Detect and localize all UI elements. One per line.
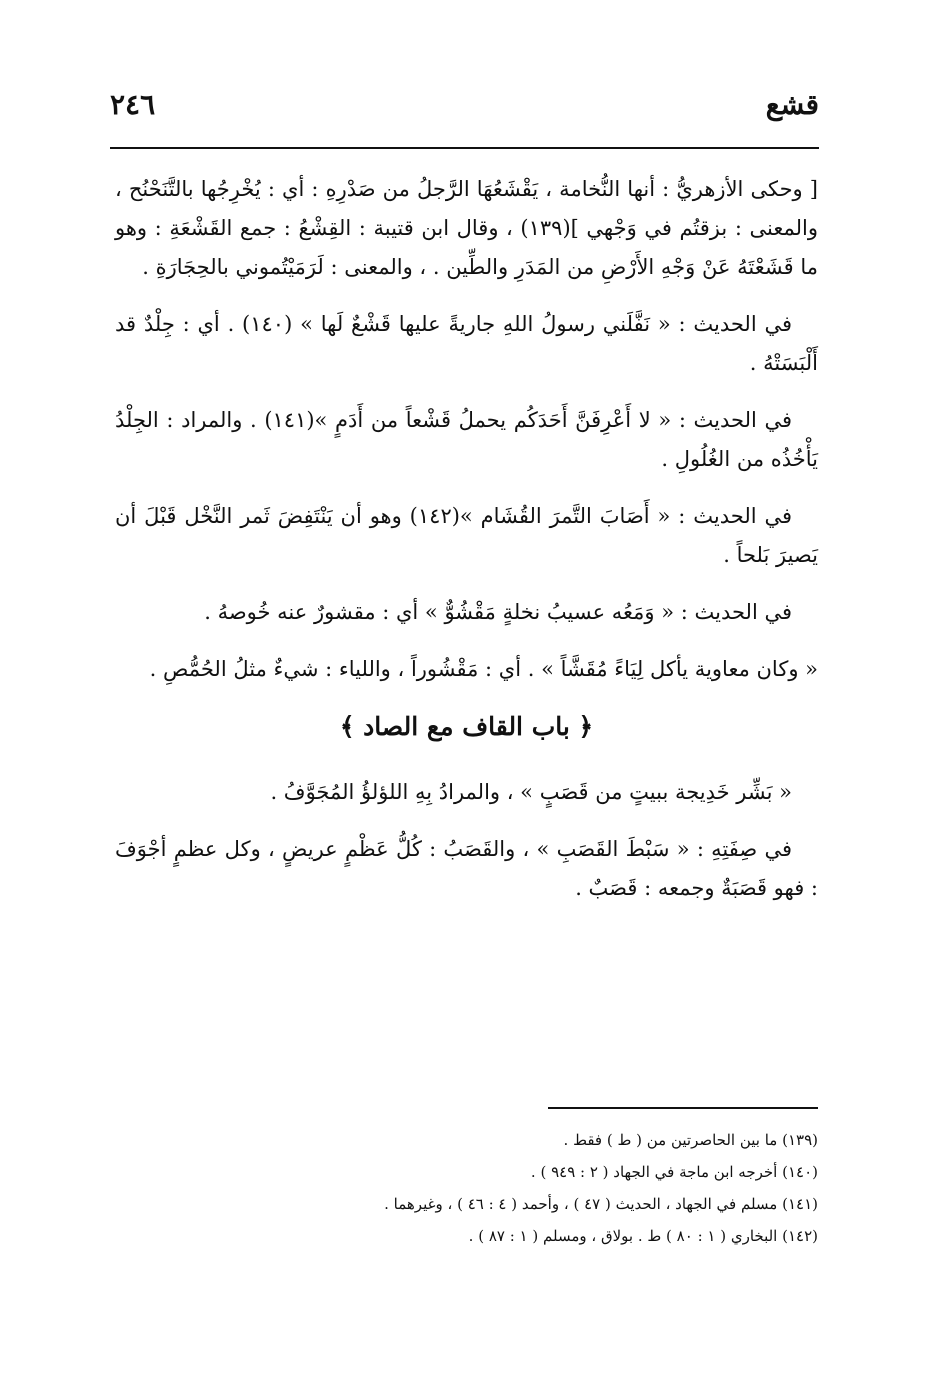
page-number: ٢٤٦	[110, 88, 156, 121]
footnote-139: (١٣٩) ما بين الحاصرتين من ( ط ) فقط .	[563, 1131, 818, 1149]
paragraph-azhari: [ وحكى الأزهريُّ : أنها النُّخامة ، يَقْشَعُهَا الرَّجلُ من صَدْرِهِ : أي : يُخْرِجُها بالتَّنَحْنُح ، والمعنى : بزقتُم في وَجْهي ](١٣٩) ، وقال ابن قتيبة : القِشْعُ : جمع القَشْعَةِ : وهو ما قَشَعْتَهُ عَنْ وَجْهِ الأَرْضِ من المَدَرِ والطِّين . ، والمعنى : لَرَمَيْتُموني بالحِجَارَةِ .	[115, 177, 818, 279]
paragraph-sifatihi: في صِفَتِهِ : « سَبْطَ القَصَبِ » ، والقَصَبُ : كُلُّ عَظْمٍ عريضٍ ، وكل عظمٍ أجْوَفَ : فهو قَصَبَةٌ وجمعه : قَصَبٌ .	[115, 837, 818, 900]
paragraph-muawiya: « وكان معاوية يأكل لِيَاءً مُقَشَّاً » . أي : مَقْشُوراً ، واللياء : شيءٌ مثلُ الحُمُّصِ .	[149, 657, 818, 681]
page-header	[110, 88, 819, 136]
footnote-rule	[548, 1107, 818, 1109]
section-heading: ﴿ باب القاف مع الصاد ﴾	[339, 712, 594, 741]
footnote-142: (١٤٢) البخاري ( ١ : ٨٠ ) ط . بولاق ، ومسلم ( ١ : ٨٧ ) .	[468, 1227, 818, 1245]
paragraph-khadija: « بَشِّر خَدِيجة ببيتٍ من قَصَبٍ » ، والمرادُ بِهِ اللؤلؤُ المُجَوَّفُ .	[270, 780, 792, 804]
paragraph-hadith-naffalani: في الحديث : « نَفَّلَني رسولُ اللهِ جاريةً عليها قَشْعٌ لَها » (١٤٠) . أي : جِلْدٌ قد أَلْبَسَتْهُ .	[115, 312, 818, 375]
header-rule	[110, 147, 819, 149]
footnote-140: (١٤٠) أخرجه ابن ماجة في الجهاد ( ٢ : ٩٤٩ ) .	[530, 1163, 818, 1181]
paragraph-hadith-qusham: في الحديث : « أَصَابَ التَّمرَ القُشَام »(١٤٢) وهو أن يَنْتَفِضَ ثَمر النَّخْل قَبْلَ أن يَصيرَ بَلحاً .	[115, 504, 818, 567]
main-text	[115, 170, 818, 926]
footnote-141: (١٤١) مسلم في الجهاد ، الحديث ( ٤٧ ) ، وأحمد ( ٤ : ٤٦ ) ، وغيرهما .	[384, 1195, 818, 1213]
footnotes	[115, 1124, 818, 1252]
paragraph-hadith-la-arifanna: في الحديث : « لا أَعْرِفَنَّ أَحَدَكُم يحملُ قَشْعاً من أَدَمٍ »(١٤١) . والمراد : الجِلْدُ يَأْخُذُه من الغُلُولِ .	[115, 408, 818, 471]
running-head: قشع	[765, 88, 819, 121]
paragraph-hadith-asib: في الحديث : « وَمَعُه عسيبُ نخلةٍ مَقْشُوٌّ » أي : مقشورٌ عنه خُوصهُ .	[204, 600, 792, 624]
